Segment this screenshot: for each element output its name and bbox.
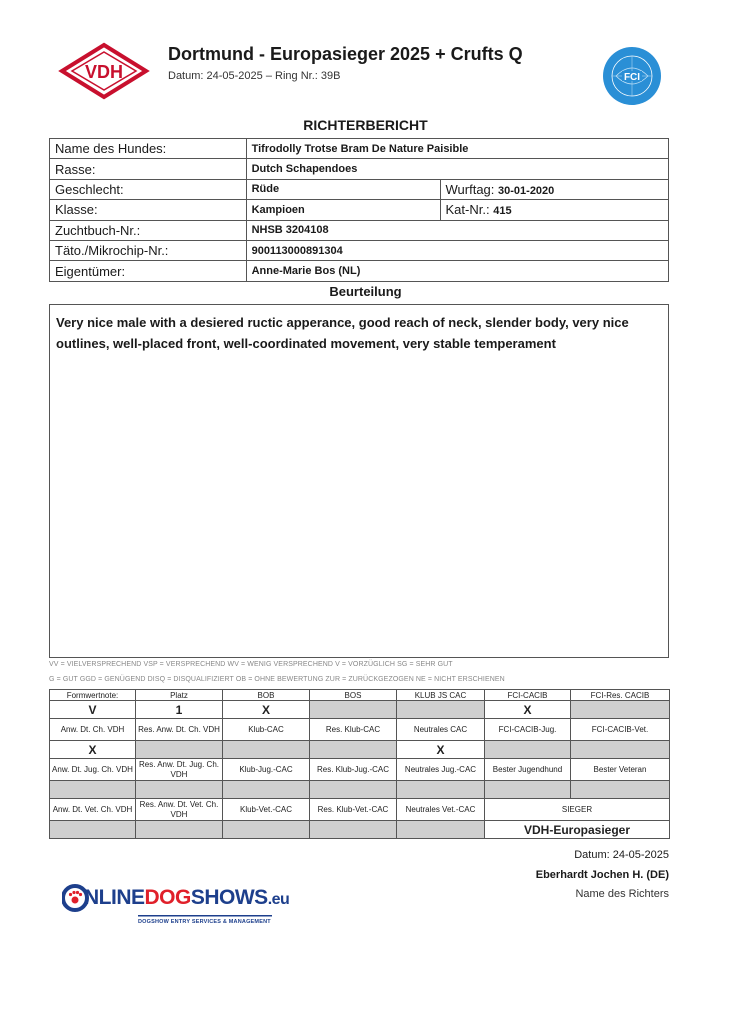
- title-mark: [136, 741, 223, 759]
- assessment-title: Beurteilung: [329, 284, 402, 299]
- ods-part-3: SHOWS: [190, 886, 268, 909]
- junior-mark: [50, 781, 136, 799]
- sex-label: Geschlecht:: [50, 179, 247, 199]
- event-subtitle: Datum: 24-05-2025 – Ring Nr.: 39B: [168, 70, 341, 82]
- event-title: Dortmund - Europasieger 2025 + Crufts Q: [168, 44, 523, 64]
- junior-label: Bester Jugendhund: [485, 759, 571, 781]
- sex-value: Rüde: [246, 179, 440, 199]
- onlinedogshows-tagline: DOGSHOW ENTRY SERVICES & MANAGEMENT: [138, 919, 271, 925]
- veteran-label: Neutrales Vet.-CAC: [397, 799, 485, 821]
- place-value: 1: [136, 701, 223, 719]
- title-label: Klub-CAC: [223, 719, 310, 741]
- bob-mark: X: [223, 701, 310, 719]
- cacib-header: FCI-CACIB: [485, 690, 571, 701]
- bos-mark: [310, 701, 397, 719]
- title-label: Neutrales CAC: [397, 719, 485, 741]
- place-header: Platz: [136, 690, 223, 701]
- junior-mark: [310, 781, 397, 799]
- title-label-row: [50, 719, 670, 741]
- ods-part-2: DOG: [144, 886, 191, 909]
- bos-header: BOS: [310, 690, 397, 701]
- vdh-logo: [58, 42, 150, 100]
- junior-label: Res. Anw. Dt. Jug. Ch. VDH: [136, 759, 223, 781]
- title-mark: [485, 741, 571, 759]
- veteran-mark: [50, 821, 136, 839]
- catalog-value: 415: [493, 205, 512, 218]
- judge-name: Eberhardt Jochen H. (DE): [535, 869, 669, 881]
- junior-label: Neutrales Jug.-CAC: [397, 759, 485, 781]
- bob-header: BOB: [223, 690, 310, 701]
- table-row: [50, 240, 669, 260]
- owner-label: Eigentümer:: [50, 261, 247, 281]
- title-mark: [310, 741, 397, 759]
- junior-mark: [485, 781, 571, 799]
- breed-label: Rasse:: [50, 159, 247, 179]
- junior-label: Bester Veteran: [571, 759, 670, 781]
- birth-value: 30-01-2020: [498, 184, 555, 197]
- cacib-mark: X: [485, 701, 571, 719]
- klub-js-cac-header: KLUB JS CAC: [397, 690, 485, 701]
- legend-line-1: VV = VIELVERSPRECHEND VSP = VERSPRECHEND WV = WENIG VERSPRECHEND V = VORZÜGLICH SG = SEHR GUT: [49, 661, 453, 668]
- report-header: [0, 0, 731, 110]
- veteran-label: Res. Klub-Vet.-CAC: [310, 799, 397, 821]
- dog-info-table: [49, 138, 669, 282]
- class-value: Kampioen: [246, 200, 440, 220]
- title-label: Anw. Dt. Ch. VDH: [50, 719, 136, 741]
- table-row: [50, 159, 669, 179]
- catalog-label: Kat-Nr.:: [445, 202, 490, 218]
- class-label: Klasse:: [50, 200, 247, 220]
- winner-value: VDH-Europasieger: [485, 821, 670, 839]
- veteran-label: Klub-Vet.-CAC: [223, 799, 310, 821]
- table-row: [50, 139, 669, 159]
- owner-value: Anne-Marie Bos (NL): [246, 261, 668, 281]
- dog-name-label: Name des Hundes:: [50, 139, 247, 159]
- assessment-text: Very nice male with a desiered ructic apperance, good reach of neck, slender body, very nice outlines, well-placed front, well-coordinated movement, very stable temperament: [49, 304, 669, 658]
- report-title: RICHTERBERICHT: [303, 117, 428, 133]
- grade-header: Formwertnote:: [50, 690, 136, 701]
- fci-logo-text: FCI: [623, 72, 641, 83]
- birth-label: Wurftag:: [445, 181, 495, 197]
- veteran-mark: [223, 821, 310, 839]
- grade-value: V: [50, 701, 136, 719]
- title-label: FCI-CACIB-Jug.: [485, 719, 571, 741]
- title-label: Res. Anw. Dt. Ch. VDH: [136, 719, 223, 741]
- junior-mark: [136, 781, 223, 799]
- table-row: [50, 179, 669, 199]
- fci-logo: [602, 46, 662, 106]
- breed-value: Dutch Schapendoes: [246, 159, 668, 179]
- veteran-label: Anw. Dt. Vet. Ch. VDH: [50, 799, 136, 821]
- grades-mark-row: [50, 701, 670, 719]
- ods-part-4: .eu: [267, 891, 290, 908]
- junior-mark: [223, 781, 310, 799]
- junior-mark-row: [50, 781, 670, 799]
- table-row: [50, 261, 669, 281]
- junior-label: Klub-Jug.-CAC: [223, 759, 310, 781]
- legend-line-2: G = GUT GGD = GENÜGEND DISQ = DISQUALIFIZIERT OB = OHNE BEWERTUNG ZUR = ZURÜCKGEZOGEN NE = NICHT ERSCHIENEN: [49, 676, 505, 683]
- catalog-cell: [440, 200, 669, 220]
- chip-value: 900113000891304: [246, 240, 668, 260]
- title-mark-row: [50, 741, 670, 759]
- title-mark: [223, 741, 310, 759]
- res-cacib-header: FCI-Res. CACIB: [571, 690, 670, 701]
- veteran-label-row: [50, 799, 670, 821]
- chip-label: Täto./Mikrochip-Nr.:: [50, 240, 247, 260]
- grades-table: [49, 689, 670, 839]
- table-row: [50, 200, 669, 220]
- title-mark: [571, 741, 670, 759]
- veteran-mark-row: [50, 821, 670, 839]
- junior-mark: [571, 781, 670, 799]
- studbook-value: NHSB 3204108: [246, 220, 668, 240]
- junior-mark: [397, 781, 485, 799]
- table-row: [50, 220, 669, 240]
- klub-js-cac-mark: [397, 701, 485, 719]
- junior-label-row: [50, 759, 670, 781]
- onlinedogshows-logo-text: [84, 886, 289, 910]
- dog-name-value: Tifrodolly Trotse Bram De Nature Paisible: [246, 139, 668, 159]
- birth-cell: [440, 179, 669, 199]
- veteran-mark: [310, 821, 397, 839]
- title-mark: X: [397, 741, 485, 759]
- ods-part-1: NLINE: [84, 886, 145, 909]
- winner-label: SIEGER: [485, 799, 670, 821]
- veteran-mark: [397, 821, 485, 839]
- veteran-mark: [136, 821, 223, 839]
- vdh-logo-text: VDH: [84, 62, 124, 82]
- judge-label: Name des Richters: [575, 888, 669, 900]
- studbook-label: Zuchtbuch-Nr.:: [50, 220, 247, 240]
- res-cacib-mark: [571, 701, 670, 719]
- report-date: Datum: 24-05-2025: [574, 849, 669, 861]
- title-mark: X: [50, 741, 136, 759]
- junior-label: Anw. Dt. Jug. Ch. VDH: [50, 759, 136, 781]
- title-label: Res. Klub-CAC: [310, 719, 397, 741]
- veteran-label: Res. Anw. Dt. Vet. Ch. VDH: [136, 799, 223, 821]
- grades-header-row: [50, 690, 670, 701]
- junior-label: Res. Klub-Jug.-CAC: [310, 759, 397, 781]
- title-label: FCI-CACIB-Vet.: [571, 719, 670, 741]
